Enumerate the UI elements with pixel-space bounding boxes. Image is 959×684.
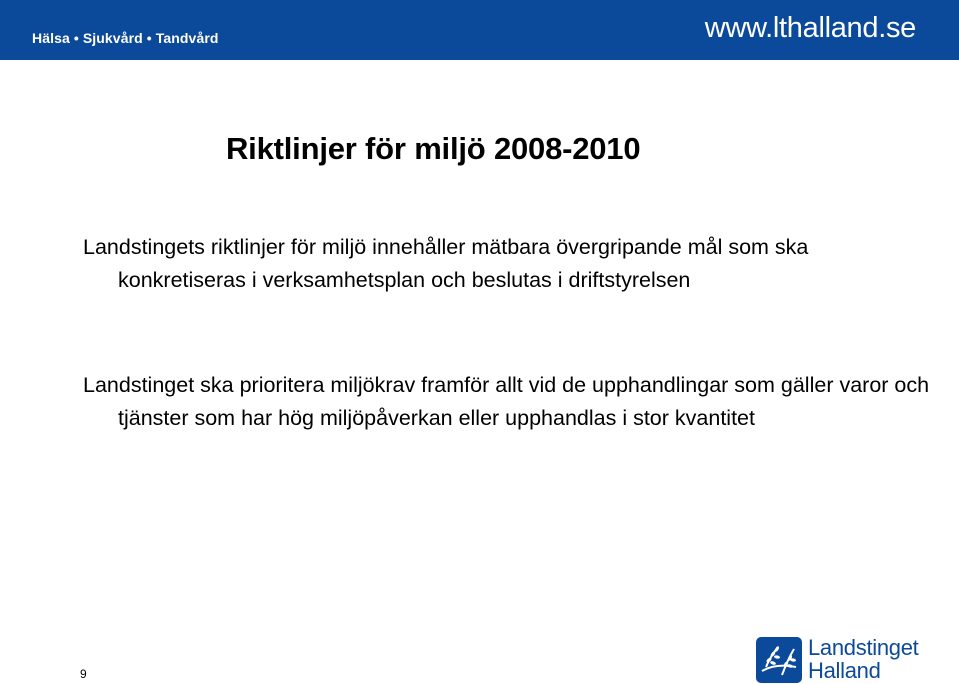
logo-wordmark [808, 636, 918, 682]
landstinget-halland-logo [756, 636, 926, 684]
header-tagline: Hälsa • Sjukvård • Tandvård [32, 30, 219, 46]
header-bar [0, 0, 959, 60]
paragraph-guidelines: Landstingets riktlinjer för miljö innehåller mätbara övergripande mål som ska konkretiseras i verksamhetsplan och beslutas i driftstyrelsen [83, 235, 809, 292]
landstinget-halland-emblem-icon [756, 637, 802, 683]
logo-line-2: Halland [808, 658, 881, 683]
page-number: 9 [80, 667, 87, 681]
paragraph-procurement: Landstinget ska prioritera miljökrav framför allt vid de upphandlingar som gäller varor och tjänster som har hög miljöpåverkan eller upphandlas i stor kvantitet [83, 373, 930, 430]
slide-title: Riktlinjer för miljö 2008-2010 [226, 131, 641, 166]
logo-line-1: Landstinget [808, 635, 919, 660]
site-url-link[interactable]: www.lthalland.se [704, 12, 916, 44]
